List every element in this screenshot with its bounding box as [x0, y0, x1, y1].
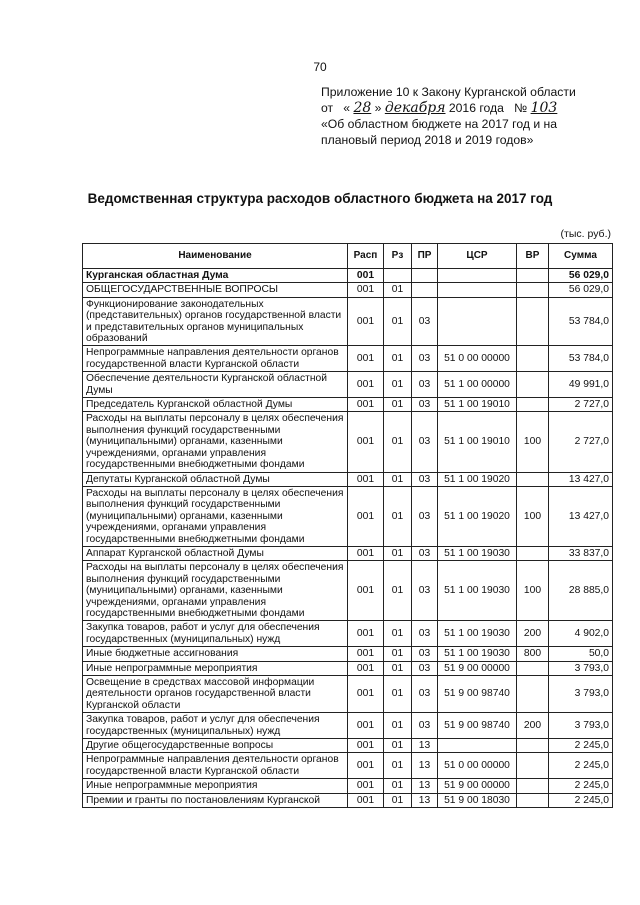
- cell-name: Закупка товаров, работ и услуг для обеспечения государственных (муниципальных) нужд: [83, 713, 348, 739]
- cell-pr: 03: [412, 412, 438, 472]
- cell-pr: 03: [412, 713, 438, 739]
- appendix-line-3: «Об областном бюджете на 2017 год и на: [321, 117, 558, 131]
- cell-vr: [517, 472, 549, 486]
- cell-name: Премии и гранты по постановлениям Курганской: [83, 793, 348, 807]
- cell-name: Непрограммные направления деятельности органов государственной власти Курганской области: [83, 346, 348, 372]
- cell-rz: 01: [384, 753, 412, 779]
- cell-csr: 51 9 00 18030: [438, 793, 517, 807]
- cell-rasp: 001: [348, 546, 384, 560]
- cell-name: Обеспечение деятельности Курганской областной Думы: [83, 372, 348, 398]
- cell-rz: 01: [384, 661, 412, 675]
- cell-sum: 2 245,0: [549, 753, 613, 779]
- cell-rasp: 001: [348, 561, 384, 621]
- cell-rasp: 001: [348, 283, 384, 297]
- cell-csr: [438, 283, 517, 297]
- table-row: [83, 372, 613, 398]
- cell-vr: [517, 269, 549, 283]
- cell-pr: 03: [412, 486, 438, 546]
- cell-rz: 01: [384, 297, 412, 346]
- cell-pr: 03: [412, 647, 438, 661]
- cell-rz: 01: [384, 398, 412, 412]
- page-number: 70: [313, 60, 327, 74]
- handwritten-number: 103: [530, 100, 558, 116]
- cell-pr: 03: [412, 297, 438, 346]
- table-row: [83, 647, 613, 661]
- cell-pr: 03: [412, 472, 438, 486]
- appendix-line-2: [321, 100, 611, 116]
- cell-name: Функционирование законодательных (представительных) органов государственной власти и представительных органов муниципальных образований: [83, 297, 348, 346]
- cell-csr: 51 9 00 98740: [438, 713, 517, 739]
- handwritten-day: 28: [353, 100, 372, 116]
- appendix-block: [321, 84, 611, 148]
- table-row: [83, 753, 613, 779]
- budget-table: [82, 243, 613, 808]
- cell-csr: 51 9 00 00000: [438, 661, 517, 675]
- cell-sum: 49 991,0: [549, 372, 613, 398]
- appendix-from: от: [321, 101, 334, 115]
- cell-vr: [517, 297, 549, 346]
- cell-rasp: 001: [348, 269, 384, 283]
- cell-sum: 2 727,0: [549, 412, 613, 472]
- cell-pr: 13: [412, 779, 438, 793]
- cell-pr: 03: [412, 561, 438, 621]
- cell-name: Расходы на выплаты персоналу в целях обеспечения выполнения функций государственными (муниципальными) органами, казенными учреждениями, органами управления государственными внебюджетными фондами: [83, 486, 348, 546]
- cell-rz: 01: [384, 372, 412, 398]
- header-name: Наименование: [83, 244, 348, 269]
- cell-csr: 51 0 00 00000: [438, 346, 517, 372]
- cell-vr: [517, 779, 549, 793]
- table-row: [83, 561, 613, 621]
- cell-vr: [517, 398, 549, 412]
- cell-csr: 51 1 00 19030: [438, 621, 517, 647]
- cell-vr: 200: [517, 713, 549, 739]
- appendix-line-1: Приложение 10 к Закону Курганской области: [321, 85, 576, 99]
- cell-pr: [412, 283, 438, 297]
- number-sign: №: [514, 101, 528, 115]
- cell-csr: 51 1 00 19030: [438, 561, 517, 621]
- cell-sum: 53 784,0: [549, 346, 613, 372]
- cell-csr: 51 1 00 19020: [438, 486, 517, 546]
- cell-sum: 2 245,0: [549, 739, 613, 753]
- cell-rasp: 001: [348, 661, 384, 675]
- cell-csr: 51 1 00 19010: [438, 398, 517, 412]
- cell-pr: 03: [412, 546, 438, 560]
- cell-rz: 01: [384, 472, 412, 486]
- cell-sum: 3 793,0: [549, 676, 613, 713]
- cell-rz: 01: [384, 621, 412, 647]
- cell-name: Расходы на выплаты персоналу в целях обеспечения выполнения функций государственными (муниципальными) органами, казенными учреждениями, органами управления государственными внебюджетными фондами: [83, 561, 348, 621]
- cell-vr: [517, 676, 549, 713]
- cell-pr: 03: [412, 661, 438, 675]
- cell-rz: 01: [384, 713, 412, 739]
- table-row: [83, 472, 613, 486]
- cell-rasp: 001: [348, 621, 384, 647]
- cell-pr: [412, 269, 438, 283]
- cell-rasp: 001: [348, 346, 384, 372]
- cell-pr: 03: [412, 676, 438, 713]
- cell-sum: 13 427,0: [549, 472, 613, 486]
- cell-sum: 2 245,0: [549, 793, 613, 807]
- header-rasp: Расп: [348, 244, 384, 269]
- cell-rz: 01: [384, 793, 412, 807]
- cell-pr: 13: [412, 753, 438, 779]
- cell-rz: 01: [384, 346, 412, 372]
- cell-rz: 01: [384, 676, 412, 713]
- cell-vr: [517, 283, 549, 297]
- cell-name: Курганская областная Дума: [83, 269, 348, 283]
- cell-name: Депутаты Курганской областной Думы: [83, 472, 348, 486]
- table-row: [83, 486, 613, 546]
- document-title: Ведомственная структура расходов областного бюджета на 2017 год: [87, 191, 553, 206]
- cell-name: Другие общегосударственные вопросы: [83, 739, 348, 753]
- cell-name: Иные непрограммные мероприятия: [83, 661, 348, 675]
- cell-rasp: 001: [348, 472, 384, 486]
- cell-sum: 50,0: [549, 647, 613, 661]
- cell-pr: 03: [412, 621, 438, 647]
- table-row: [83, 793, 613, 807]
- cell-vr: [517, 346, 549, 372]
- units-label: (тыс. руб.): [560, 228, 611, 240]
- table-row: [83, 779, 613, 793]
- cell-rz: [384, 269, 412, 283]
- cell-csr: 51 1 00 19030: [438, 647, 517, 661]
- table-row: [83, 546, 613, 560]
- handwritten-month: декабря: [384, 100, 446, 116]
- cell-vr: [517, 793, 549, 807]
- cell-csr: [438, 297, 517, 346]
- cell-rasp: 001: [348, 412, 384, 472]
- table-header-row: [83, 244, 613, 269]
- header-sum: Сумма: [549, 244, 613, 269]
- cell-vr: [517, 661, 549, 675]
- header-csr: ЦСР: [438, 244, 517, 269]
- header-vr: ВР: [517, 244, 549, 269]
- table-row: [83, 676, 613, 713]
- cell-vr: 200: [517, 621, 549, 647]
- cell-rasp: 001: [348, 297, 384, 346]
- cell-rasp: 001: [348, 372, 384, 398]
- cell-rz: 01: [384, 546, 412, 560]
- cell-csr: 51 0 00 00000: [438, 753, 517, 779]
- table-row: [83, 269, 613, 283]
- cell-rz: 01: [384, 561, 412, 621]
- table-row: [83, 297, 613, 346]
- cell-vr: [517, 739, 549, 753]
- cell-name: Аппарат Курганской областной Думы: [83, 546, 348, 560]
- cell-sum: 28 885,0: [549, 561, 613, 621]
- cell-sum: 2 245,0: [549, 779, 613, 793]
- table-row: [83, 346, 613, 372]
- table-row: [83, 713, 613, 739]
- cell-sum: 56 029,0: [549, 269, 613, 283]
- cell-pr: 03: [412, 372, 438, 398]
- cell-vr: 800: [517, 647, 549, 661]
- cell-rasp: 001: [348, 398, 384, 412]
- cell-rasp: 001: [348, 779, 384, 793]
- cell-pr: 13: [412, 793, 438, 807]
- cell-pr: 13: [412, 739, 438, 753]
- cell-vr: 100: [517, 561, 549, 621]
- table-row: [83, 412, 613, 472]
- cell-name: Расходы на выплаты персоналу в целях обеспечения выполнения функций государственными (муниципальными) органами, казенными учреждениями, органами управления государственными внебюджетными фондами: [83, 412, 348, 472]
- cell-vr: [517, 372, 549, 398]
- cell-csr: 51 1 00 19010: [438, 412, 517, 472]
- cell-rz: 01: [384, 412, 412, 472]
- table-row: [83, 398, 613, 412]
- cell-sum: 4 902,0: [549, 621, 613, 647]
- quote-open: «: [343, 101, 351, 115]
- table-row: [83, 739, 613, 753]
- cell-name: Непрограммные направления деятельности органов государственной власти Курганской области: [83, 753, 348, 779]
- cell-name: Иные бюджетные ассигнования: [83, 647, 348, 661]
- cell-csr: 51 1 00 19020: [438, 472, 517, 486]
- cell-csr: 51 9 00 98740: [438, 676, 517, 713]
- cell-rasp: 001: [348, 739, 384, 753]
- cell-name: Освещение в средствах массовой информации деятельности органов государственной власти Курганской области: [83, 676, 348, 713]
- cell-sum: 3 793,0: [549, 661, 613, 675]
- cell-sum: 3 793,0: [549, 713, 613, 739]
- cell-rasp: 001: [348, 676, 384, 713]
- cell-csr: [438, 269, 517, 283]
- cell-rasp: 001: [348, 486, 384, 546]
- cell-sum: 56 029,0: [549, 283, 613, 297]
- cell-rz: 01: [384, 486, 412, 546]
- appendix-line-4: плановый период 2018 и 2019 годов»: [321, 133, 534, 147]
- appendix-year: 2016 года: [448, 101, 504, 115]
- cell-rasp: 001: [348, 793, 384, 807]
- cell-vr: [517, 753, 549, 779]
- header-pr: ПР: [412, 244, 438, 269]
- cell-csr: 51 9 00 00000: [438, 779, 517, 793]
- cell-rasp: 001: [348, 647, 384, 661]
- cell-sum: 2 727,0: [549, 398, 613, 412]
- cell-pr: 03: [412, 346, 438, 372]
- cell-rz: 01: [384, 283, 412, 297]
- cell-rz: 01: [384, 739, 412, 753]
- cell-sum: 13 427,0: [549, 486, 613, 546]
- cell-csr: [438, 739, 517, 753]
- cell-name: Председатель Курганской областной Думы: [83, 398, 348, 412]
- cell-rz: 01: [384, 647, 412, 661]
- cell-sum: 33 837,0: [549, 546, 613, 560]
- cell-vr: [517, 546, 549, 560]
- cell-name: Иные непрограммные мероприятия: [83, 779, 348, 793]
- table-row: [83, 283, 613, 297]
- cell-rz: 01: [384, 779, 412, 793]
- cell-name: Закупка товаров, работ и услуг для обеспечения государственных (муниципальных) нужд: [83, 621, 348, 647]
- cell-vr: 100: [517, 486, 549, 546]
- header-rz: Рз: [384, 244, 412, 269]
- cell-vr: 100: [517, 412, 549, 472]
- cell-pr: 03: [412, 398, 438, 412]
- quote-close: »: [374, 101, 382, 115]
- cell-sum: 53 784,0: [549, 297, 613, 346]
- table-row: [83, 621, 613, 647]
- cell-csr: 51 1 00 00000: [438, 372, 517, 398]
- cell-csr: 51 1 00 19030: [438, 546, 517, 560]
- cell-rasp: 001: [348, 753, 384, 779]
- cell-rasp: 001: [348, 713, 384, 739]
- table-row: [83, 661, 613, 675]
- cell-name: ОБЩЕГОСУДАРСТВЕННЫЕ ВОПРОСЫ: [83, 283, 348, 297]
